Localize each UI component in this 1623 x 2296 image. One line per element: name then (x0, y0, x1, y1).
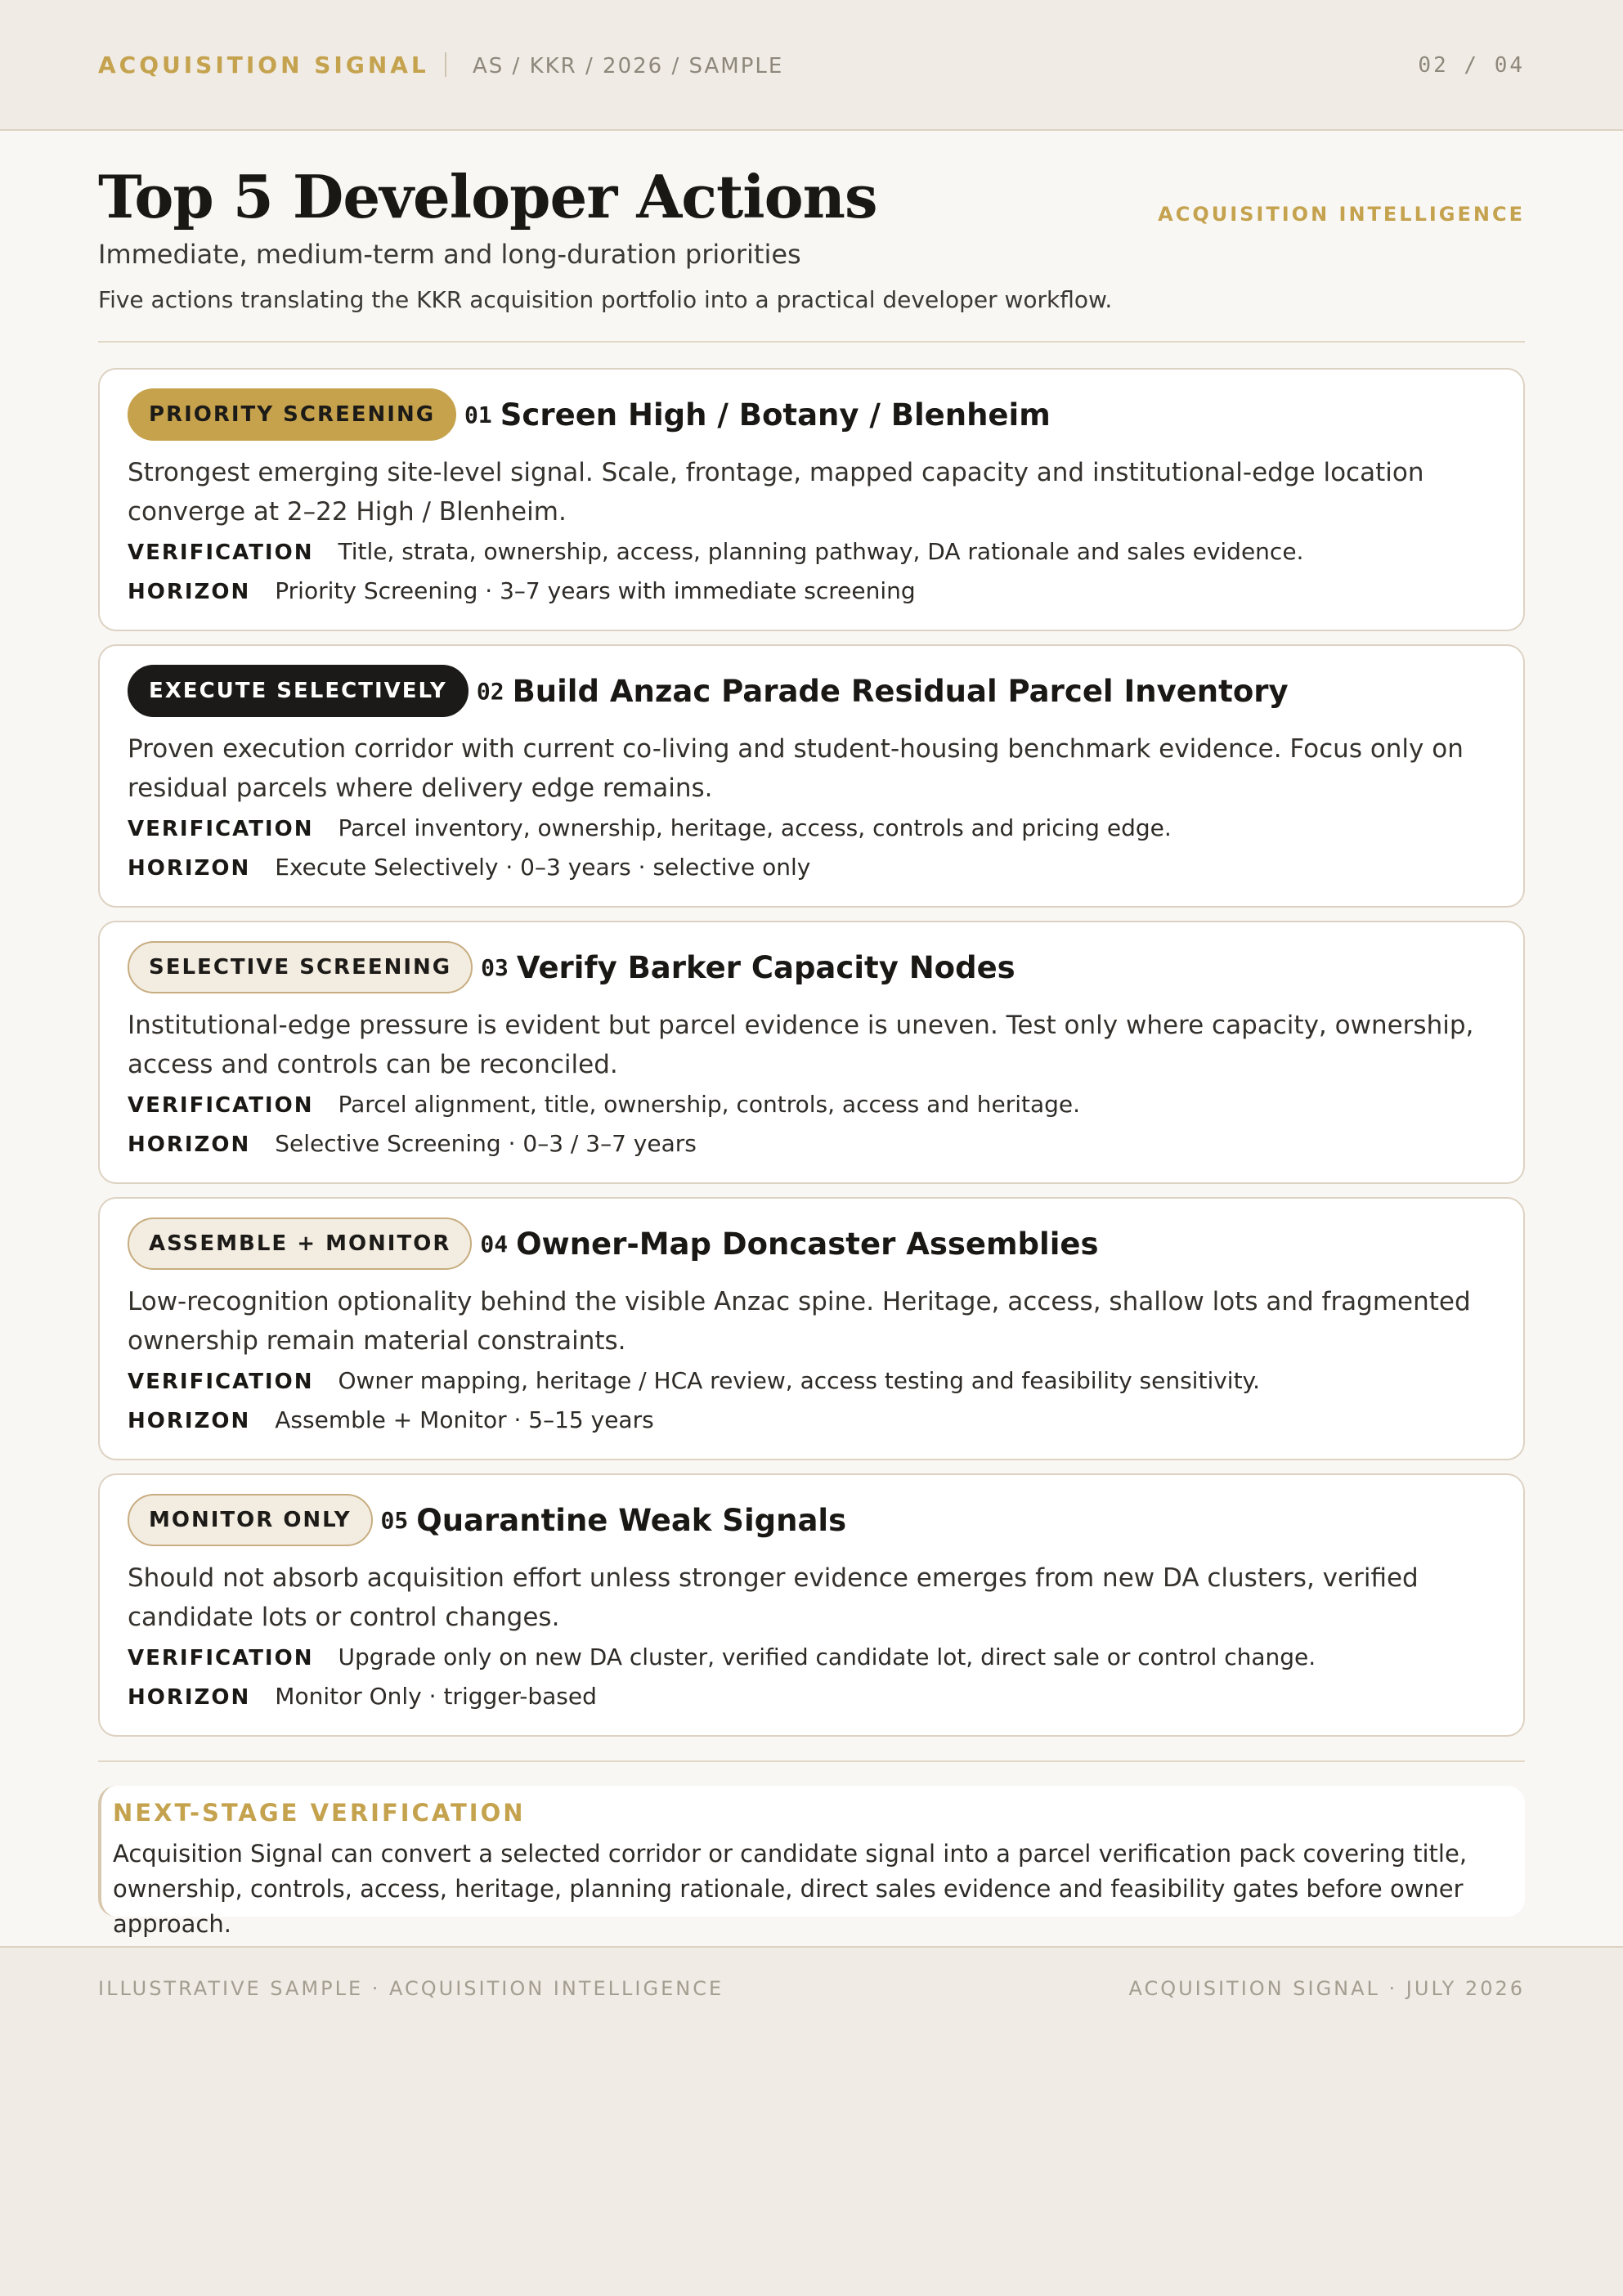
action-title: Owner-Map Doncaster Assemblies (516, 1226, 1099, 1262)
action-description: Should not absorb acquisition effort unless stronger evidence emerges from new DA clusters, verified candidate lots or control changes. (128, 1563, 1419, 1632)
action-title: Build Anzac Parade Residual Parcel Inventory (512, 673, 1289, 709)
footer-right: ACQUISITION SIGNAL · JULY 2026 (1128, 1977, 1525, 2000)
action-description: Proven execution corridor with current co-living and student-housing benchmark evidence. Focus only on residual parcels where delivery edge remains. (128, 734, 1464, 803)
horizon-text: Priority Screening · 3–7 years with immediate screening (275, 577, 916, 604)
verification-row (128, 814, 1495, 849)
title-divider (98, 341, 1525, 343)
action-number: 02 (476, 677, 504, 705)
page-title: Top 5 Developer Actions (98, 162, 877, 231)
next-stage-callout (98, 1786, 1525, 1938)
action-card-header (128, 388, 1495, 442)
action-list (98, 368, 1525, 1750)
horizon-text: Monitor Only · trigger-based (275, 1683, 597, 1710)
action-number: 04 (480, 1230, 509, 1258)
header-divider (445, 52, 446, 77)
horizon-text: Assemble + Monitor · 5–15 years (275, 1406, 654, 1433)
action-description: Low-recognition optionality behind the visible Anzac spine. Heritage, access, shallow lots and fragmented ownership remain material constraints. (128, 1287, 1471, 1356)
action-description: Institutional-edge pressure is evident but parcel evidence is uneven. Test only where capacity, ownership, access and controls can be reconciled. (128, 1011, 1474, 1079)
horizon-row (128, 1130, 1495, 1164)
verification-label: VERIFICATION (128, 1646, 314, 1670)
action-card (98, 921, 1525, 1184)
intro-text: Five actions translating the KKR acquisition portfolio into a practical developer workflow. (98, 286, 1113, 313)
callout-body: Acquisition Signal can convert a selected corridor or candidate signal into a parcel verification pack covering title, ownership, controls, access, heritage, planning rationale, direct sales evidence and feasibility gates before owner approach. (113, 1840, 1468, 1938)
action-status-badge: EXECUTE SELECTIVELY (128, 665, 469, 717)
main-content (0, 131, 1623, 1948)
horizon-label: HORIZON (128, 1132, 251, 1157)
verification-label: VERIFICATION (128, 540, 314, 565)
horizon-text: Selective Screening · 0–3 / 3–7 years (275, 1130, 697, 1157)
action-description: Strongest emerging site-level signal. Scale, frontage, mapped capacity and institutional-edge location converge at 2–22 High / Blenheim. (128, 458, 1424, 527)
horizon-text: Execute Selectively · 0–3 years · selective only (275, 854, 811, 881)
verification-row (128, 1367, 1495, 1401)
action-card-header (128, 664, 1495, 718)
horizon-row (128, 1406, 1495, 1441)
action-number: 03 (481, 953, 509, 981)
verification-label: VERIFICATION (128, 1370, 314, 1394)
page-number: 02 / 04 (1418, 53, 1525, 78)
action-status-badge: MONITOR ONLY (128, 1494, 373, 1546)
callout-title: NEXT-STAGE VERIFICATION (113, 1799, 526, 1827)
horizon-label: HORIZON (128, 1409, 251, 1433)
verification-row (128, 1644, 1495, 1678)
verification-text: Parcel alignment, title, ownership, controls, access and heritage. (338, 1091, 1081, 1118)
action-number: 05 (380, 1506, 409, 1534)
verification-label: VERIFICATION (128, 1093, 314, 1118)
verification-row (128, 538, 1495, 572)
footer-left: ILLUSTRATIVE SAMPLE · ACQUISITION INTELLIGENCE (98, 1977, 724, 2000)
action-title: Screen High / Botany / Blenheim (500, 397, 1051, 433)
callout-divider (98, 1760, 1525, 1762)
action-card (98, 644, 1525, 908)
section-kicker: ACQUISITION INTELLIGENCE (1158, 203, 1525, 226)
horizon-row (128, 577, 1495, 612)
horizon-label: HORIZON (128, 580, 251, 604)
action-status-badge: PRIORITY SCREENING (128, 388, 456, 441)
action-title: Verify Barker Capacity Nodes (516, 949, 1015, 985)
verification-label: VERIFICATION (128, 817, 314, 841)
brand-name: ACQUISITION SIGNAL (98, 52, 429, 78)
page-header (0, 0, 1623, 131)
action-title: Quarantine Weak Signals (416, 1502, 847, 1538)
verification-text: Title, strata, ownership, access, planning pathway, DA rationale and sales evidence. (338, 538, 1304, 565)
horizon-label: HORIZON (128, 856, 251, 881)
action-card (98, 1197, 1525, 1460)
action-card-header (128, 1217, 1495, 1271)
action-card-header (128, 940, 1495, 994)
action-status-badge: ASSEMBLE + MONITOR (128, 1218, 472, 1270)
horizon-row (128, 1683, 1495, 1717)
action-card (98, 368, 1525, 631)
action-card (98, 1473, 1525, 1737)
horizon-row (128, 854, 1495, 888)
verification-row (128, 1091, 1495, 1125)
verification-text: Owner mapping, heritage / HCA review, access testing and feasibility sensitivity. (338, 1367, 1261, 1394)
verification-text: Parcel inventory, ownership, heritage, access, controls and pricing edge. (338, 814, 1172, 841)
action-number: 01 (464, 401, 492, 428)
horizon-label: HORIZON (128, 1685, 251, 1710)
action-status-badge: SELECTIVE SCREENING (128, 941, 473, 993)
verification-text: Upgrade only on new DA cluster, verified candidate lot, direct sale or control change. (338, 1644, 1316, 1670)
page-subtitle: Immediate, medium-term and long-duration priorities (98, 239, 801, 270)
action-card-header (128, 1493, 1495, 1547)
document-reference: AS / KKR / 2026 / SAMPLE (473, 54, 784, 78)
